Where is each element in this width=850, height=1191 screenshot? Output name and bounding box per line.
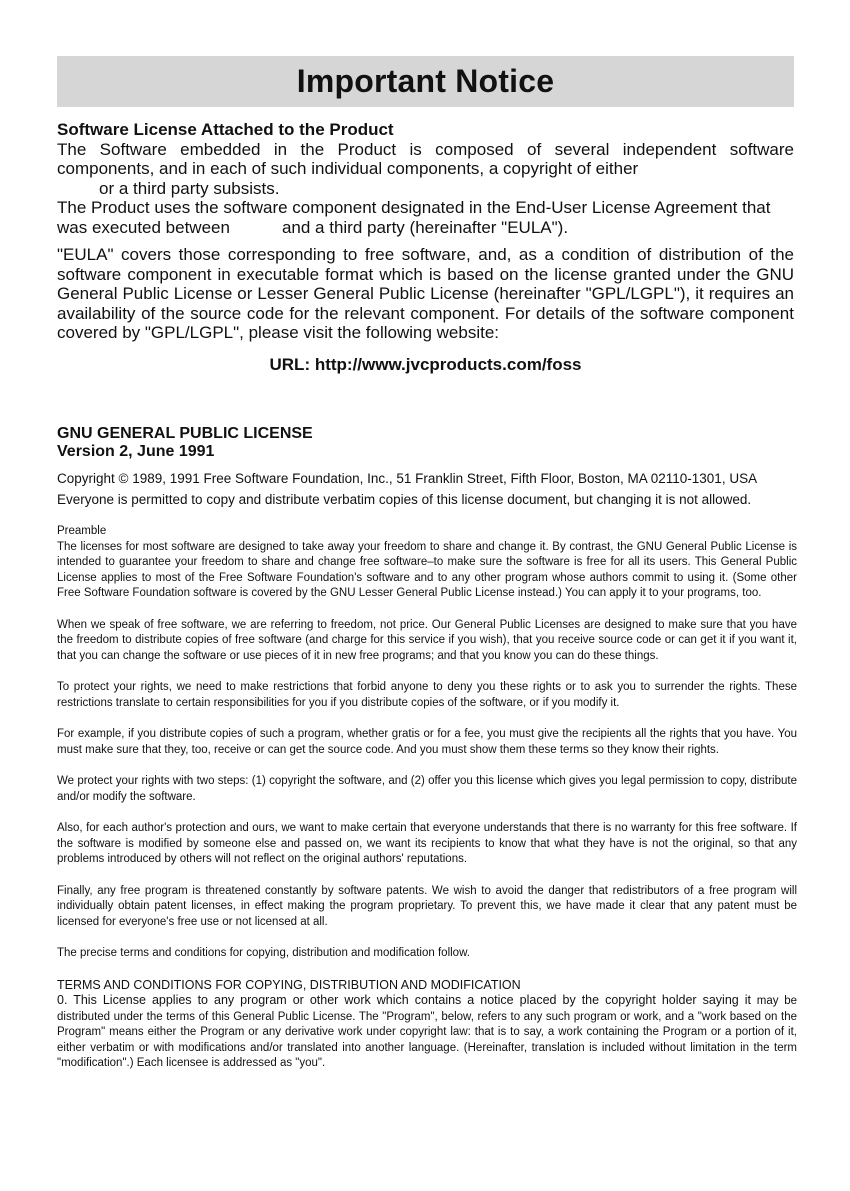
gpl-copyright: Copyright © 1989, 1991 Free Software Foundation, Inc., 51 Franklin Street, Fifth Floor, Boston, MA 02110-1301, USA [57, 471, 758, 486]
license-heading: Software License Attached to the Product [57, 120, 394, 139]
license-para2-part1: The Product uses the software component designated in the End-User License Agreement that was executed between [57, 198, 771, 237]
terms-item0-lead: 0. This License applies to any program or other work which contains a notice placed by the copyright holder saying it [57, 993, 751, 1007]
gpl-header [57, 425, 794, 461]
preamble-p1: The licenses for most software are designed to take away your freedom to share and change it. By contrast, the GNU General Public License is intended to guarantee your freedom to share and change free software–to make sure the software is free for all its users. This General Public License applies to most of the Free Software Foundation's software and to any other program whose authors commit to using it. (Some other Free Software Foundation software is covered by the GNU Lesser General Public License instead.) You can apply it to your programs, too. [57, 540, 797, 599]
preamble-p5: We protect your rights with two steps: (1) copyright the software, and (2) offer you this license which gives you legal permission to copy, distribute and/or modify the software. [57, 775, 797, 803]
terms-item0 [57, 993, 797, 1072]
preamble-p2: When we speak of free software, we are referring to freedom, not price. Our General Public Licenses are designed to make sure that you have the freedom to distribute copies of free software (and charge for this service if you wish), that you receive source code or can get it if you want it, that you can change the software or use pieces of it in new free programs; and that you know you can do these things. [57, 618, 797, 662]
eula-paragraph: "EULA" covers those corresponding to free software, and, as a condition of distribution of the software component in executable format which is based on the license granted under the GNU General Public License or Lesser General Public License (hereinafter "GPL/LGPL"), it requires an availability of the source code for the relevant component. For details of the software component covered by "GPL/LGPL", please visit the following website: [57, 245, 794, 342]
title-banner [57, 56, 794, 107]
gpl-permission: Everyone is permitted to copy and distribute verbatim copies of this license document, but changing it is not allowed. [57, 492, 752, 507]
gpl-title: GNU GENERAL PUBLIC LICENSE [57, 425, 313, 442]
preamble-heading: Preamble [57, 525, 107, 537]
foss-url: URL: http://www.jvcproducts.com/foss [269, 354, 582, 374]
terms-item0-rest: may be distributed under the terms of this General Public License. The "Program", below, refers to any such program or work, and a "work based on the Program" means either the Program or any derivative work under copyright law: that is to say, a work containing the Program or a portion of it, either verbatim or with modifications and/or translated into another language. (Hereinafter, translation is included without limitation in the term "modification".) Each licensee is addressed as "you". [57, 995, 797, 1069]
license-para1-line2: or a third party subsists. [99, 178, 280, 198]
gpl-copyright-block [57, 468, 797, 510]
terms-heading: TERMS AND CONDITIONS FOR COPYING, DISTRIBUTION AND MODIFICATION [57, 977, 521, 992]
preamble-p6: Also, for each author's protection and ours, we want to make certain that everyone understands that there is no warranty for this free software. If the software is modified by someone else and passed on, we want its recipients to know that what they have is not the original, so that any problems introduced by others will not reflect on the original authors' reputations. [57, 822, 797, 865]
license-para1-line1: The Software embedded in the Product is composed of several independent software components, and in each of such individual components, a copyright of either [57, 139, 794, 178]
preamble-p4: For example, if you distribute copies of such a program, whether gratis or for a fee, you must give the recipients all the rights that you have. You must make sure that they, too, receive or can get the source code. And you must show them these terms so they know their rights. [57, 728, 797, 756]
software-license-section [57, 120, 794, 374]
license-para2-part2: and a third party (hereinafter "EULA"). [281, 217, 569, 237]
page-title: Important Notice [296, 63, 555, 99]
preamble-section [57, 524, 797, 1072]
preamble-p8: The precise terms and conditions for copying, distribution and modification follow. [57, 947, 470, 959]
preamble-p7: Finally, any free program is threatened constantly by software patents. We wish to avoid the danger that redistributors of a free program will individually obtain patent licenses, in effect making the program proprietary. To prevent this, we have made it clear that any patent must be licensed for everyone's free use or not licensed at all. [57, 884, 797, 928]
preamble-p3: To protect your rights, we need to make restrictions that forbid anyone to deny you these rights or to ask you to surrender the rights. These restrictions translate to certain responsibilities for you if you distribute copies of the software, or if you modify it. [57, 681, 797, 709]
gpl-version: Version 2, June 1991 [57, 443, 215, 460]
license-para2 [57, 198, 794, 237]
